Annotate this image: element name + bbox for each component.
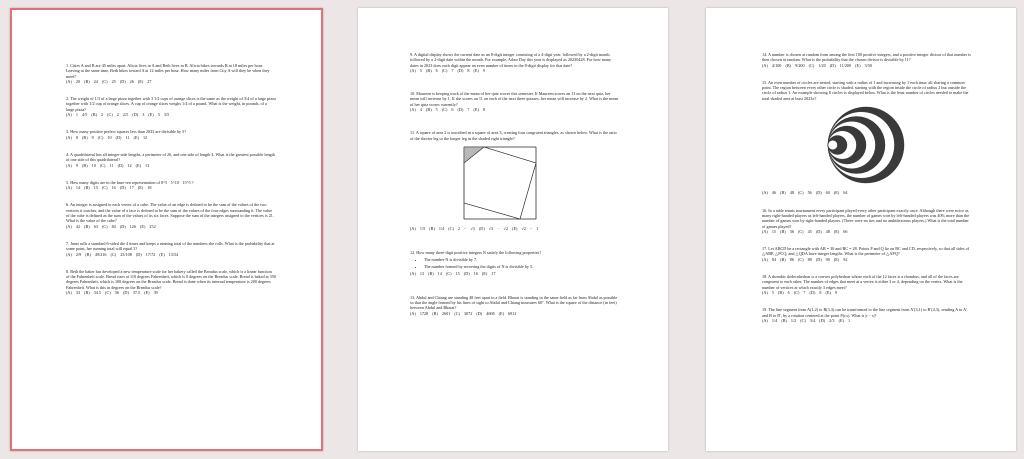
answer-choices: (A) 8 (B) 9 (C) 10 (D) 11 (E) 12	[66, 134, 148, 140]
question-text: 3. How many positive perfect squares less than 2023 are divisible by 5?	[66, 129, 187, 135]
answer-choices: (A) 20 (B) 24 (C) 25 (D) 26 (E) 27	[66, 78, 152, 84]
question-18	[762, 274, 972, 295]
question-19	[762, 307, 972, 323]
answer-choices: (A) 5 (B) 6 (C) 7 (D) 8 (E) 9	[410, 67, 486, 73]
answer-choices: (A) 5 (B) 6 (C) 7 (D) 8 (E) 9	[762, 289, 838, 295]
question-text: 17. Let ABCD be a rectangle with AB = 30 and BC = 28. Points P and Q lie on BC and CD, respectively, so that all sides of △ABP, △PCQ, and △QDA have integer lengths. What is the perimeter of △APQ?	[762, 246, 970, 257]
question-15	[762, 80, 972, 196]
question-text: 2. The weight of 1/3 of a large pizza together with 3 1/2 cups of orange slices is the same as the weight of 3/4 of a large pizza together with 1/2 cup of orange slices. A cup of orange slices weighs 1/4 of a pound. What is the weight, in pounds, of a large pizza?	[66, 96, 276, 112]
document-page-3[interactable]	[706, 8, 1016, 451]
answer-choices: (A) 15 (B) 36 (C) 45 (D) 48 (E) 66	[762, 228, 848, 234]
answer-choices: (A) 13 (B) 14 (C) 15 (D) 16 (E) 17	[410, 271, 496, 277]
answer-choices: (A) 2/9 (B) 49/216 (C) 25/108 (D) 17/72 (E) 13/54	[66, 251, 179, 257]
answer-choices: (A) 4 (B) 5 (C) 6 (D) 7 (E) 8	[410, 107, 486, 113]
answer-choices: (A) 46 (B) 48 (C) 56 (D) 60 (E) 64	[762, 190, 848, 196]
document-page-2[interactable]	[358, 8, 668, 451]
question-text: 10. Maureen is keeping track of the mean of her quiz scores this semester. If Maureen scores an 11 on the next quiz, her mean will increase by 1. If she scores an 11 on each of the next three quizzes, her mean will increase by 2. What is the mean of her quiz scores currently?	[410, 91, 619, 107]
question-14	[762, 52, 972, 68]
answer-choices: (A) 1/4 (B) 1/2 (C) 3/4 (D) 2/3 (E) 1	[762, 317, 851, 323]
property-item: • The number formed by reversing the digits of N is divisible by 5.	[424, 264, 620, 269]
question-17	[762, 246, 972, 262]
question-11	[410, 130, 620, 231]
question-16	[762, 208, 972, 234]
answer-choices: (A) 84 (B) 86 (C) 88 (D) 90 (E) 92	[762, 256, 848, 262]
question-text: 14. A number is chosen at random from among the first 100 positive integers, and a positive integer divisor of that number is then chosen at random. What is the probability that the chosen divisor is divisible by 11?	[762, 52, 971, 63]
nested-circles-figure	[826, 105, 972, 186]
inscribed-square-svg	[462, 145, 558, 221]
question-6	[66, 202, 276, 228]
question-text: 4. A quadrilateral has all integer side lengths, a perimeter of 26, and one side of length 4. What is the greatest possible length of one side of this quadrilateral?	[66, 151, 275, 163]
question-1	[66, 63, 276, 84]
answer-choices: (A) 1/5 (B) 1/4 (C) 2 − √3 (D) √3 − √2 (E) √2 − 1	[410, 226, 539, 232]
question-9	[410, 52, 620, 73]
question-text: 15. An even number of circles are nested, starting with a radius of 1 and increasing by 1 each time, all sharing a common point. The region between every other circle is shaded, starting with the region inside the circle of radius 2 but outside the circle of radius 1. An example showing 8 circles is displayed below. What is the least number of circles needed to make the total shaded area at least 2023π?	[762, 79, 969, 101]
question-text: 18. A rhombic dodecahedron is a convex polyhedron whose each of the 12 faces is a rhombus, and all of the faces are congruent to each other. The number of edges that meet at a vertex is either 3 or 4, depending on the vertex. What is the number of vertices at which exactly 3 edges meet?	[762, 274, 963, 290]
property-item: • The number N is divisible by 7.	[424, 257, 620, 262]
question-text: 12. How many three-digit positive integers N satisfy the following properties?	[410, 249, 542, 255]
question-text: 19. The line segment from A(1,2) to B(3,3) can be transformed to the line segment from A′(3,1) to B′(4,3), sending A to A′ and B to B′, by a rotation centered at the point P(r,s). What is |r − s|?	[762, 307, 968, 318]
page-1-content	[66, 63, 276, 297]
question-text: 9. A digital display shows the current date as an 8-digit integer consisting of a 4-digit year, followed by a 2-digit month, followed by a 2-digit date within the month. For example, Arbor Day this year is displayed as 20230428. For how many dates in 2023 does each digit appear an even number of times in the 8-digit display for that date?	[410, 52, 612, 68]
answer-choices: (A) 4/100 (B) 9/200 (C) 1/20 (D) 11/200 (E) 3/50	[762, 62, 873, 68]
property-list	[424, 257, 620, 270]
question-8	[66, 269, 276, 295]
page-2-content	[410, 52, 620, 318]
question-text: 5. How many digits are in the base-ten representation of 8^5 · 5^10 · 15^5 ?	[66, 179, 194, 185]
answer-choices: (A) 1728 (B) 2601 (C) 3072 (D) 4608 (E) 6912	[410, 310, 517, 316]
question-text: 16. In a table tennis tournament every participant played every other participant exactly once. Although there were twice as many right-handed players as left-handed players, the number of games won by left-handed players was 40% more than the number of games won by right-handed players. (There were no ties and no ambidextrous players.) What is the total number of games played?	[762, 207, 970, 229]
document-page-1[interactable]	[10, 8, 323, 451]
question-text: 1. Cities A and B are 45 miles apart. Alicia lives in A and Beth lives in B. Alicia bikes towards B at 18 miles per hour. Leaving at the same time, Beth bikes toward A at 12 miles per hour. How many miles from City A will they be when they meet?	[66, 63, 270, 79]
answer-choices: (A) 42 (B) 63 (C) 84 (D) 126 (E) 252	[66, 223, 156, 229]
answer-choices: (A) 1 4/5 (B) 2 (C) 2 2/5 (D) 3 (E) 3 3/5	[66, 112, 170, 118]
inscribed-square-figure	[462, 145, 620, 222]
nested-circles-svg	[826, 105, 906, 185]
answer-choices: (A) 33 (B) 34.5 (C) 36 (D) 37.5 (E) 39	[66, 290, 158, 296]
question-13	[410, 295, 620, 316]
page-3-content	[762, 52, 972, 325]
question-text: 6. An integer is assigned to each vertex of a cube. The value of an edge is defined to be the sum of the values of the two vertices it touches, and the value of a face is defined to be the sum of the values of the four edges surrounding it. The value of the cube is defined as the sum of the values of its six faces. Suppose the sum of the integers assigned to the vertices is 21. What is the value of the cube?	[66, 202, 274, 224]
answer-choices: (A) 9 (B) 10 (C) 11 (D) 12 (E) 13	[66, 162, 150, 168]
question-4	[66, 152, 276, 168]
question-2	[66, 96, 276, 117]
question-text: 7. Janet rolls a standard 6-sided die 4 times and keeps a running total of the numbers she rolls. What is the probability that at some point, her running total will equal 3?	[66, 240, 275, 252]
question-text: 8. Beth the baker has developed a new temperature scale for her bakery called the Breadus scale, which is a linear function of the Fahrenheit scale. Bread rises at 110 degrees Fahrenheit, which is 0 degrees on the Breadus scale. Bread is baked at 350 degrees Fahrenheit, which is 100 degrees on the Breadus scale. Bread is done when its internal temperature is 200 degrees Fahrenheit. What is this in degrees on the Breadus scale?	[66, 268, 276, 290]
question-7	[66, 241, 276, 257]
question-5	[66, 180, 276, 191]
question-3	[66, 129, 276, 140]
question-12	[410, 250, 620, 277]
question-text: 11. A square of area 2 is inscribed in a square of area 3, creating four congruent triangles, as shown below. What is the ratio of the shorter leg to the longer leg in the shaded right triangle?	[410, 130, 617, 141]
question-text: 13. Abdul and Chiang are standing 48 feet apart in a field. Bharat is standing in the same field as far from Abdul as possible so that the angle formed by his lines of sight to Abdul and Chiang measures 60°. What is the square of the distance (in feet) between Abdul and Bharat?	[410, 294, 618, 311]
question-10	[410, 91, 620, 112]
answer-choices: (A) 14 (B) 15 (C) 16 (D) 17 (E) 18	[66, 185, 152, 191]
